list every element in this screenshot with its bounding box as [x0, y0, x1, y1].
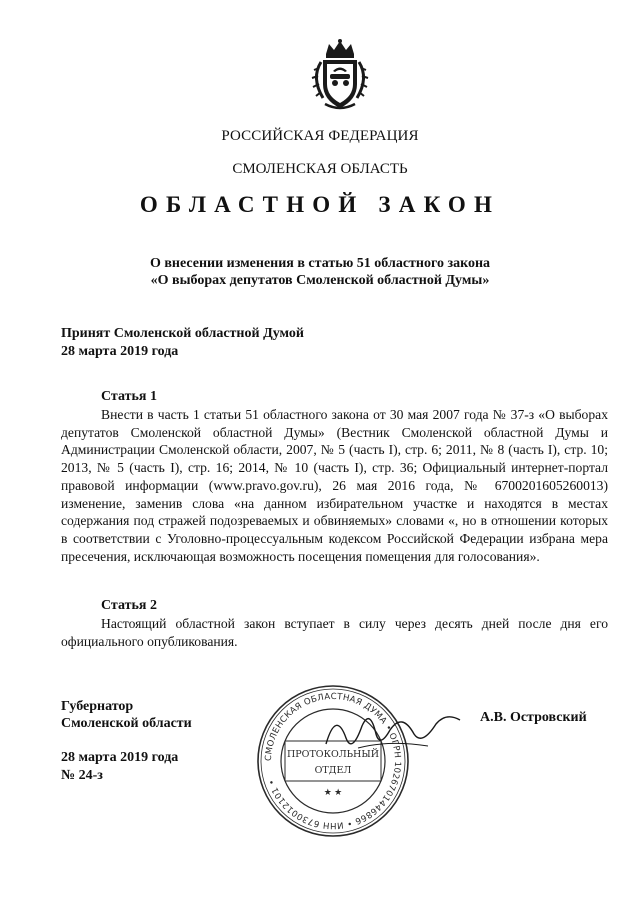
- adoption-date: 28 марта 2019 года: [61, 344, 179, 359]
- signer-position-line-1: Губернатор: [61, 699, 134, 714]
- country-heading: РОССИЙСКАЯ ФЕДЕРАЦИЯ: [221, 128, 419, 144]
- article-1-text: Внести в часть 1 статьи 51 областного закона от 30 мая 2007 года № 37-з «О выборах депутатов Смоленской областной Думы» (Вестник Смоленской областной Думы и Администрации Смоленской области, 2007, № 5 (часть I), стр. 6; 2011, № 8 (часть I), стр. 10; 2013, № 5 (часть I), стр. 16; 2014, № 10 (часть I), стр. 36; Официальный интернет-портал правовой информации (www.pravo.gov.ru), 26 мая 2016 года, № 6700201605260013) изменение, заменив слова «на данном избирательном участке и находятся в местах содержания под стражей подозреваемых и обвиняемых» словами «, но в отношении которых в соответствии с Уголовно-процессуальным кодексом Российской Федерации избрана мера пресечения, исключающая возможность посещения помещения для голосования».: [61, 407, 608, 564]
- region-heading: СМОЛЕНСКАЯ ОБЛАСТЬ: [232, 161, 408, 177]
- article-2-text: Настоящий областной закон вступает в силу через десять дней после дня его официального опубликования.: [61, 616, 608, 649]
- adoption-body: Принят Смоленской областной Думой: [61, 326, 304, 341]
- stamp-inner-line-1: ПРОТОКОЛЬНЫЙ: [287, 749, 379, 760]
- coat-of-arms-icon: [299, 38, 381, 112]
- stamp-ring-text: СМОЛЕНСКАЯ ОБЛАСТНАЯ ДУМА • ОГРН 1026701446866 • ИНН 6730012101 •: [263, 691, 403, 831]
- law-title-line-2: «О выборах депутатов Смоленской областной Думы»: [150, 273, 490, 288]
- signer-name: А.В. Островский: [480, 710, 587, 725]
- law-number: № 24-з: [61, 768, 103, 783]
- article-1-heading: Статья 1: [101, 389, 157, 404]
- article-2-heading: Статья 2: [101, 598, 157, 613]
- document-type-title: ОБЛАСТНОЙ ЗАКОН: [139, 192, 501, 217]
- handwritten-signature: [318, 700, 468, 760]
- svg-text:★ ★: ★ ★: [323, 787, 343, 797]
- signer-position-line-2: Смоленской области: [61, 716, 192, 731]
- signing-date: 28 марта 2019 года: [61, 750, 179, 765]
- law-title-line-1: О внесении изменения в статью 51 областного закона: [149, 256, 491, 271]
- stamp-inner-line-2: ОТДЕЛ: [314, 765, 352, 776]
